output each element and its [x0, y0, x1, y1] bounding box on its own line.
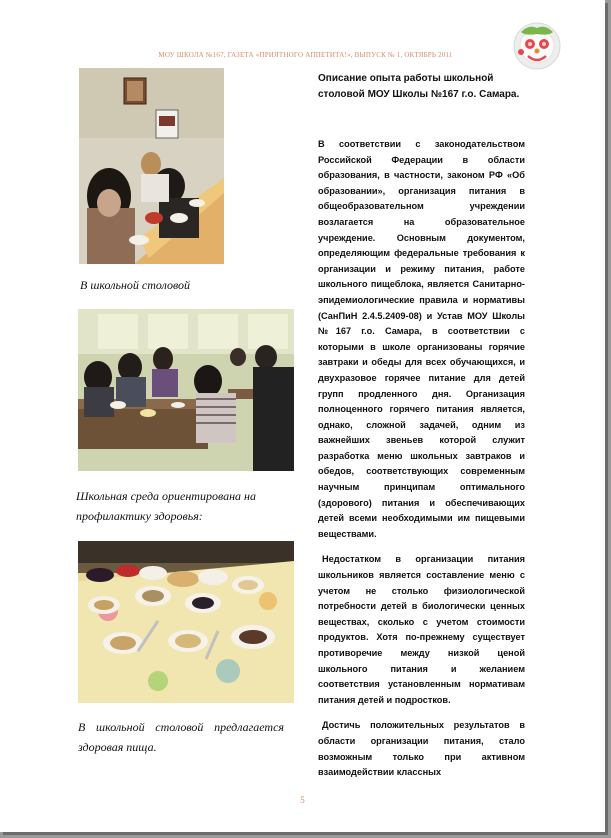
photo-3-caption: В школьной столовой предлагается здоровая пища. [78, 720, 284, 754]
cafeteria-photo-3 [78, 541, 294, 703]
cafeteria-photo-2 [78, 309, 294, 471]
article-paragraph: В соответствии с законодательством Российской Федерации в области образования, в частности, законом РФ «Об образовании», организация питания в общеобразовательном учреждении возлагается на образовательное учреждение. Основным документом, определяющим федеральные требования к организации и режиму питания, работе школьного пищеблока, является Санитарно-эпидемиологические правила и нормативы (СанПиН 2.4.5.2409-08) и Устав МОУ Школы №167 г.о. Самара, в соответствии с которыми в школе организованы горячие завтраки и обеды для всех обучающихся, и двухразовое горячее питание для детей групп продленного дня. Организация полноценного горячего питания является, однако, сложной задачей, одним из важнейших звеньев которой служит разработка меню школьных завтраков и обедов, соответствующих современным научным принципам оптимального (здорового) питания и обеспечивающих детей всеми необходимыми им пищевыми веществами. [318, 139, 525, 539]
article-paragraph: Недостатком в организации питания школьников является составление меню с учетом не столько физиологической потребности детей в биологически ценных веществах, сколько с учетом стоимости продуктов. Хотя по-прежнему существует противоречие между низкой ценой школьного питания и желанием соответствия установленным нормативам питания детей и подростков. [318, 554, 525, 705]
running-header: МОУ ШКОЛА №167, ГАЗЕТА «ПРИЯТНОГО АППЕТИТА!», ВЫПУСК № 1, ОКТЯБРЬ 2011 [158, 51, 453, 59]
article-paragraph: Достичь положительных результатов в области организации питания, стало возможным только при активном взаимодействии классных [318, 720, 525, 778]
smiley-plate-icon [513, 22, 561, 70]
page-number: 5 [300, 795, 305, 805]
photo-2-caption: Школьная среда ориентирована на профилактику здоровья: [76, 489, 256, 523]
cafeteria-photo-1 [79, 68, 224, 264]
article-title: Описание опыта работы школьной столовой МОУ Школы №167 г.о. Самара. [318, 73, 520, 100]
article-body [318, 137, 525, 791]
photo-1-caption: В школьной столовой [80, 278, 191, 292]
